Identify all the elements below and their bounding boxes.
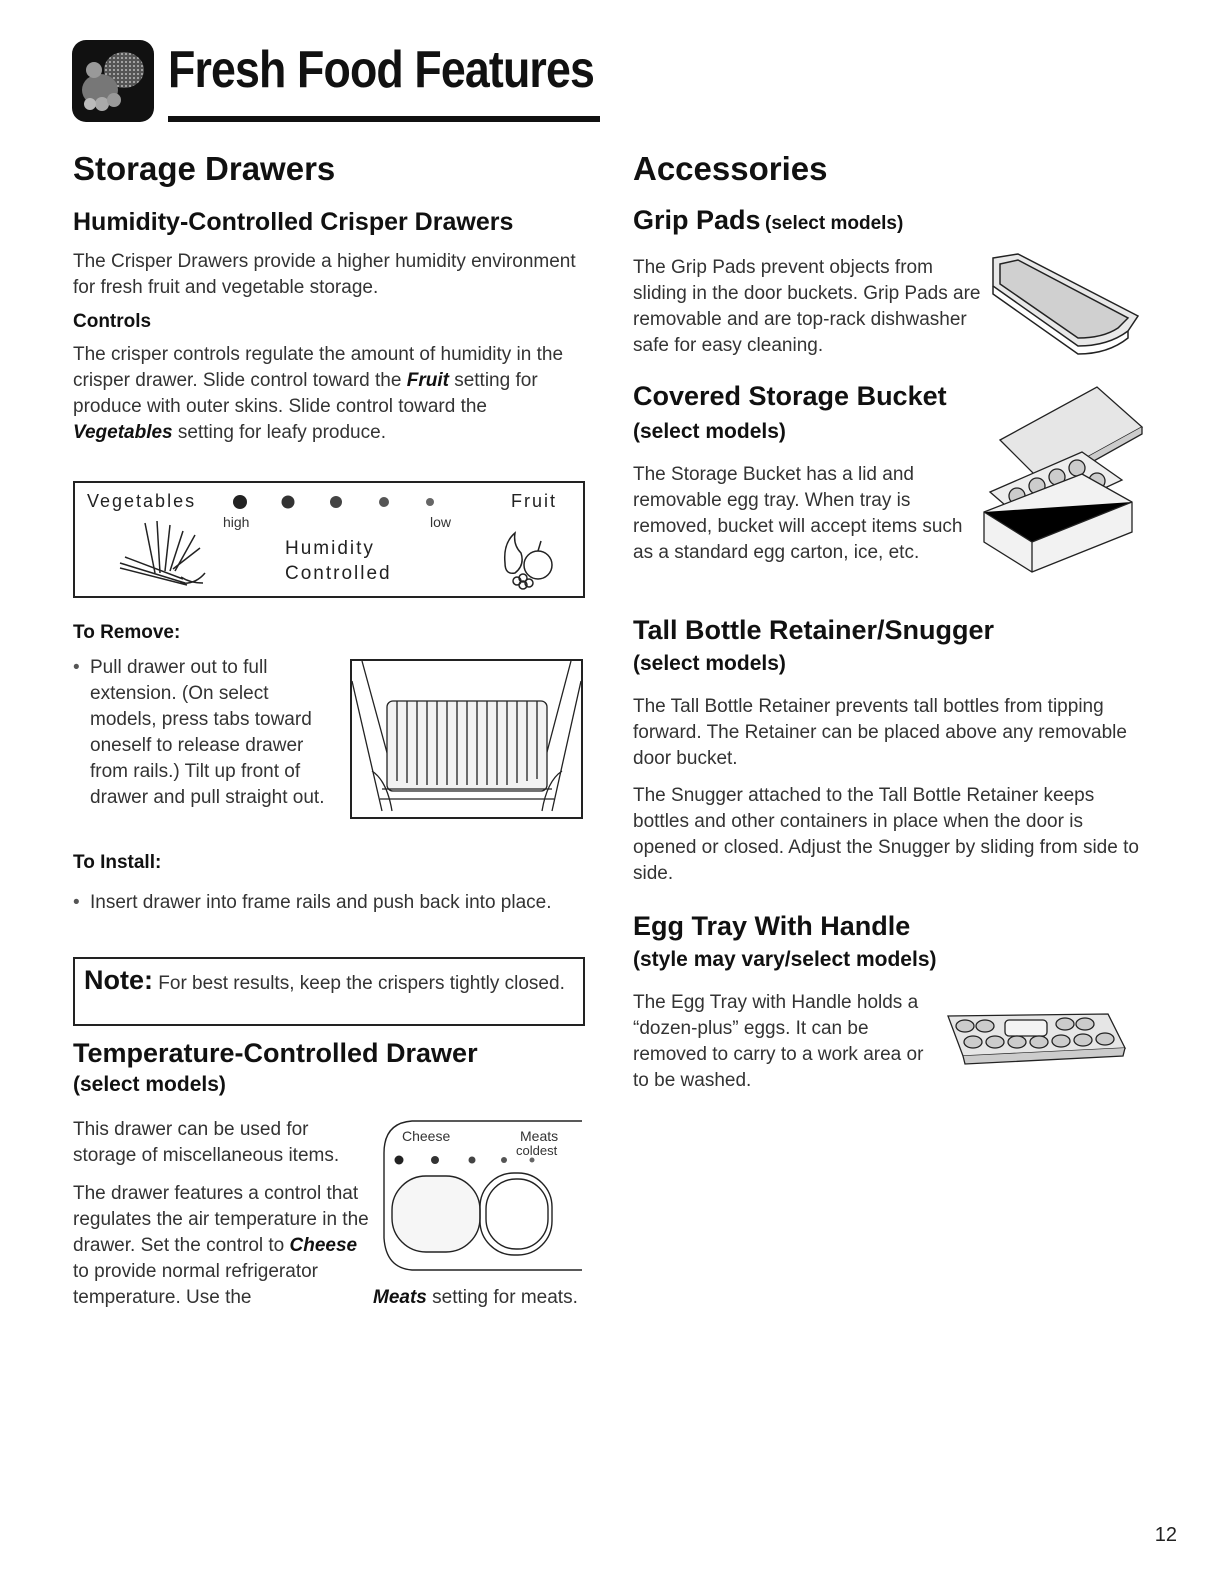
page-number: 12 xyxy=(1154,1524,1177,1546)
controls-text: The crisper controls regulate the amount of humidity in the crisper drawer. Slide control toward the Fruit setting for produce with outer skins. Slide control toward the Vegetables setting for leafy produce. xyxy=(73,344,564,443)
covered-bucket-text: The Storage Bucket has a lid and removable egg tray. When tray is removed, bucket will accept items such as a standard egg carton, ice, etc. xyxy=(633,464,963,563)
storage-bucket-illustration xyxy=(982,382,1144,574)
install-step: • Insert drawer into frame rails and push back into place. xyxy=(73,890,563,916)
title-underline xyxy=(168,116,600,122)
low-label: low xyxy=(430,514,452,530)
tall-bottle-p2: The Snugger attached to the Tall Bottle Retainer keeps bottles and other containers in place when the door is opened or closed. Adjust the Snugger by sliding from side to side. xyxy=(633,785,1139,884)
remove-list xyxy=(73,655,333,811)
vegetables-label: Vegetables xyxy=(87,491,197,511)
controls-heading: Controls xyxy=(73,311,152,332)
left-column xyxy=(73,150,585,446)
temperature-drawer-p1: This drawer can be used for storage of miscellaneous items. xyxy=(73,1119,340,1166)
page-title: Fresh Food Features xyxy=(168,41,594,99)
controlled-label: Controlled xyxy=(285,563,392,584)
fruit-label: Fruit xyxy=(511,491,557,511)
fruit-icon xyxy=(493,523,563,593)
crisper-intro: The Crisper Drawers provide a higher humidity environment for fresh fruit and vegetable storage. xyxy=(73,251,576,298)
install-list xyxy=(73,890,563,916)
high-label: high xyxy=(223,514,250,530)
coldest-dial-label: coldest xyxy=(516,1143,558,1158)
cheese-dial-label: Cheese xyxy=(402,1128,451,1144)
remove-step: • Pull drawer out to full extension. (On select models, press tabs toward oneself to release drawer from rails.) Tilt up front of drawer and pull straight out. xyxy=(73,655,333,811)
humidity-control-panel xyxy=(73,481,585,598)
temperature-drawer-heading: Temperature-Controlled Drawer xyxy=(73,1038,478,1068)
egg-tray-heading: Egg Tray With Handle xyxy=(633,911,911,941)
grip-pads-heading: Grip Pads (select models) xyxy=(633,205,904,235)
humidity-label: Humidity xyxy=(285,538,375,559)
to-remove-heading: To Remove: xyxy=(73,622,181,643)
egg-tray-text: The Egg Tray with Handle holds a “dozen-plus” eggs. It can be removed to carry to a work area or to be washed. xyxy=(633,992,924,1091)
egg-tray-subtitle: (style may vary/select models) xyxy=(633,948,937,971)
vegetables-icon xyxy=(115,513,215,591)
temperature-dial-illustration xyxy=(382,1118,582,1273)
note-box xyxy=(73,957,585,1026)
to-install-heading: To Install: xyxy=(73,852,162,873)
humidity-slider-dots[interactable] xyxy=(225,493,455,513)
fresh-food-icon xyxy=(72,40,154,122)
crisper-drawers-heading: Humidity-Controlled Crisper Drawers xyxy=(73,208,514,236)
temperature-drawer-p2: The drawer features a control that regulates the air temperature in the drawer. Set the control to Cheese to provide normal refrigerator temperature. Use the Meats setting for meats. xyxy=(73,1183,578,1308)
covered-bucket-heading: Covered Storage Bucket xyxy=(633,381,947,411)
crisper-drawer-illustration xyxy=(350,659,583,819)
accessories-heading: Accessories xyxy=(633,150,828,187)
egg-tray-illustration xyxy=(943,1006,1128,1068)
grip-pad-illustration xyxy=(978,246,1143,356)
covered-bucket-subtitle: (select models) xyxy=(633,420,786,443)
storage-drawers-heading: Storage Drawers xyxy=(73,150,336,187)
tall-bottle-heading: Tall Bottle Retainer/Snugger xyxy=(633,615,995,645)
note-text: Note: For best results, keep the crispers tightly closed. xyxy=(84,965,565,995)
meats-dial-label: Meats xyxy=(520,1128,559,1144)
tall-bottle-p1: The Tall Bottle Retainer prevents tall bottles from tipping forward. The Retainer can be placed above any removable door bucket. xyxy=(633,696,1127,769)
temperature-drawer-subtitle: (select models) xyxy=(73,1073,226,1096)
tall-bottle-subtitle: (select models) xyxy=(633,652,786,675)
grip-pads-text: The Grip Pads prevent objects from sliding in the door buckets. Grip Pads are removable and are top-rack dishwasher safe for easy cleaning. xyxy=(633,257,981,356)
